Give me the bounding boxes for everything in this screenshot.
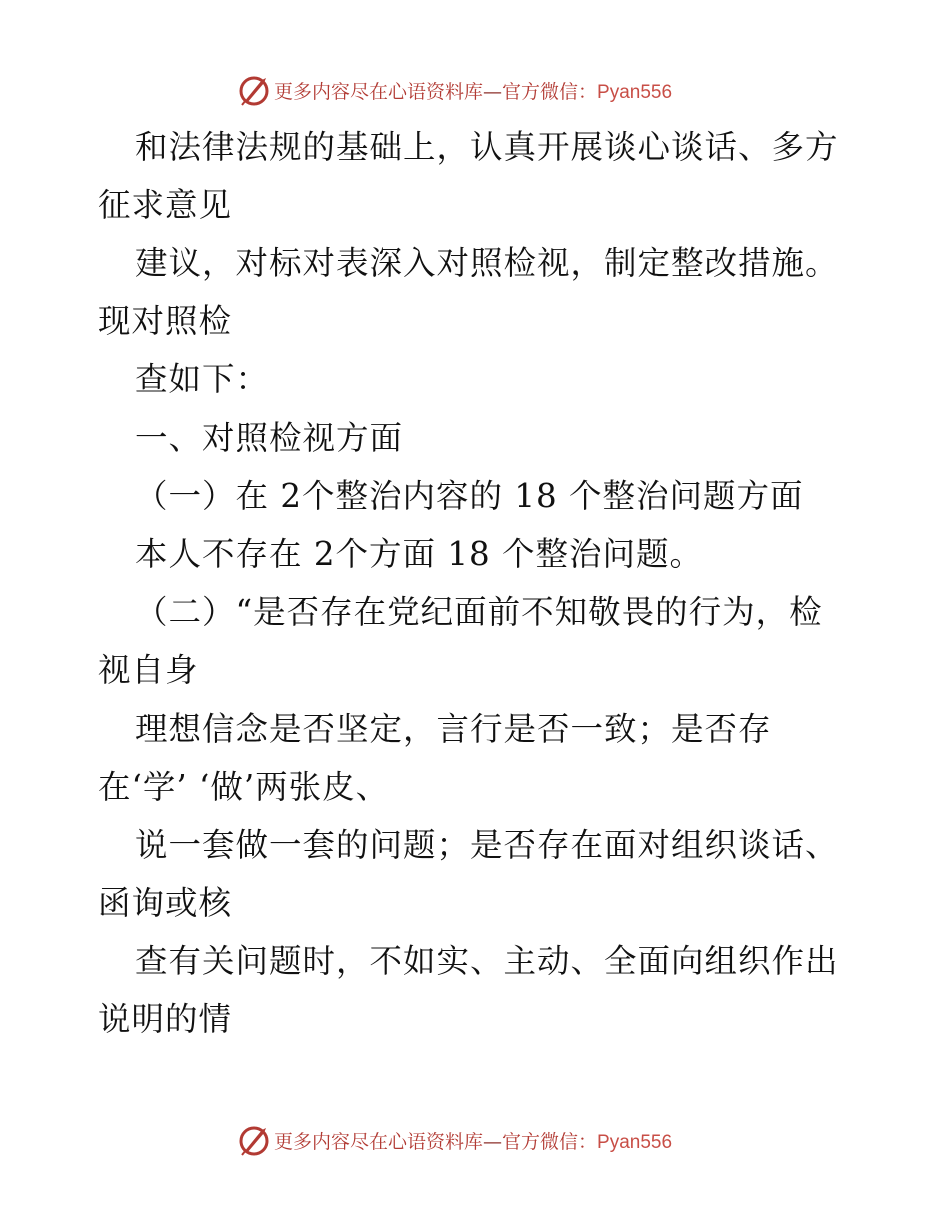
body-line: 在‘学’ ‘做’两张皮、: [98, 768, 390, 806]
watermark-wechat-id: Pyan556: [597, 81, 673, 103]
body-line: 视自身: [98, 651, 199, 689]
watermark-text: [274, 1127, 672, 1154]
watermark-wechat-id: Pyan556: [597, 1131, 673, 1153]
footer-watermark: [236, 1122, 672, 1158]
quill-pen-logo-icon: [236, 1122, 272, 1158]
watermark-wechat-label: 官方微信：: [502, 1130, 598, 1153]
watermark-site-text: 更多内容尽在心语资料库: [274, 1130, 484, 1153]
body-line: 说一套做一套的问题；是否存在面对组织谈话、: [135, 826, 839, 864]
body-line: 征求意见: [98, 186, 233, 224]
body-line: 本人不存在 2个方面 18 个整治问题。: [135, 535, 704, 573]
section-heading: 一、对照检视方面: [135, 419, 404, 457]
watermark-separator: —: [483, 1130, 503, 1153]
watermark-separator: —: [483, 80, 503, 103]
body-line: 和法律法规的基础上，认真开展谈心谈话、多方: [135, 128, 839, 166]
body-line: 查如下：: [135, 360, 270, 398]
body-line: 说明的情: [98, 1000, 233, 1038]
subsection-heading: （一）在 2个整治内容的 18 个整治问题方面: [135, 477, 804, 515]
quill-pen-logo-icon: [236, 72, 272, 108]
body-line: 现对照检: [98, 302, 233, 340]
body-line: 理想信念是否坚定，言行是否一致；是否存: [135, 710, 772, 748]
watermark-site-text: 更多内容尽在心语资料库: [274, 80, 484, 103]
header-watermark: [236, 72, 672, 108]
body-line: 查有关问题时，不如实、主动、全面向组织作出: [135, 942, 839, 980]
subsection-heading: （二）“是否存在党纪面前不知敬畏的行为，检: [135, 593, 823, 631]
body-line: 建议，对标对表深入对照检视，制定整改措施。: [135, 244, 839, 282]
body-line: 函询或核: [98, 884, 233, 922]
watermark-text: [274, 77, 672, 104]
watermark-wechat-label: 官方微信：: [502, 80, 598, 103]
